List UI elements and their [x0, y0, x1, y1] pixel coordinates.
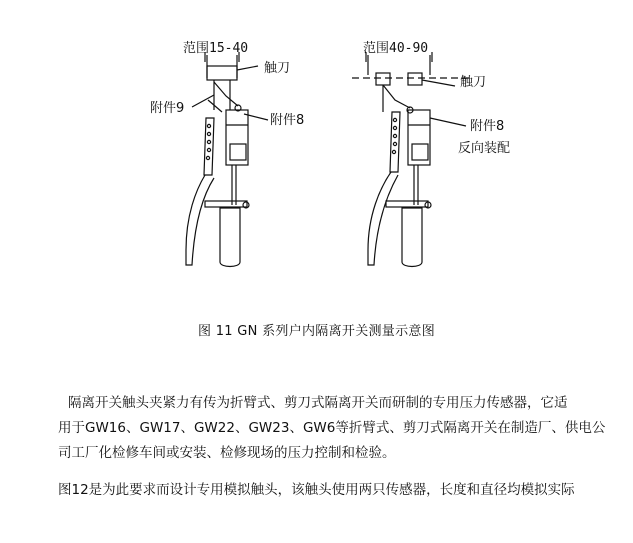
- paragraph-1: [58, 391, 618, 466]
- left-blade-label: 触刀: [264, 61, 291, 76]
- paragraph-1-line-1: 隔离开关触头夹紧力有传为折臂式、剪刀式隔离开关而研制的专用压力传感器，它适: [68, 395, 568, 411]
- left-attachment8-label: 附件8: [270, 113, 305, 128]
- figure-caption: 图 11 GN 系列户内隔离开关测量示意图: [197, 324, 436, 339]
- right-diagram: [352, 41, 510, 267]
- left-diagram: [150, 41, 304, 267]
- left-attachment9-label: 附件9: [150, 101, 185, 116]
- right-blade-label: 触刀: [460, 75, 487, 90]
- right-range-label: 范围40-90: [363, 41, 429, 56]
- paragraph-2-line-1: 图12是为此要求而设计专用模拟触头，该触头使用两只传感器，长度和直径均模拟实际: [58, 482, 575, 498]
- left-range-label: 范围15-40: [183, 41, 249, 56]
- paragraph-1-line-2: 用于GW16、GW17、GW22、GW23、GW6等折臂式、剪刀式隔离开关在制造厂、供电公: [58, 420, 606, 436]
- right-reverse-label: 反向装配: [458, 141, 511, 156]
- paragraph-2: [58, 478, 618, 503]
- right-attachment8-label: 附件8: [470, 119, 505, 134]
- paragraph-1-line-3: 司工厂化检修车间或安装、检修现场的压力控制和检验。: [58, 445, 396, 461]
